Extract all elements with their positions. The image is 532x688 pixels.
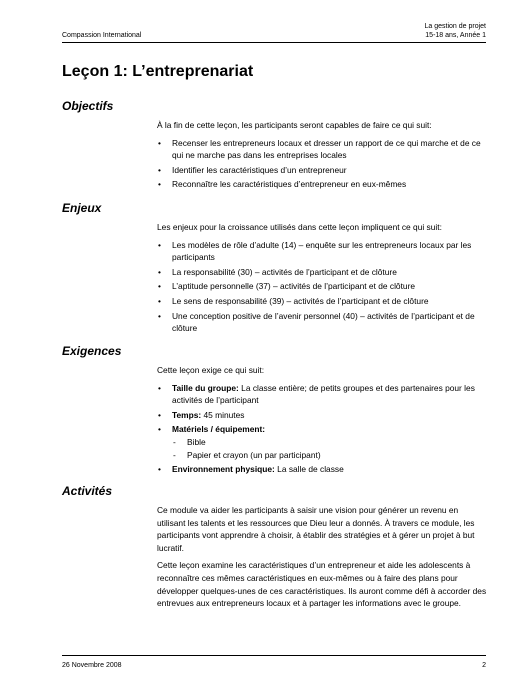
list-item: • Une conception positive de l’avenir personnel (40) – activités de l’participant et de clôture xyxy=(158,310,475,334)
list-item: • Recenser les entrepreneurs locaux et dresser un rapport de ce qui marche et de ce qui ne marche pas dans les entreprises locales xyxy=(158,137,481,161)
list-item: • L’aptitude personnelle (37) – activités de l’participant et de clôture xyxy=(158,281,416,292)
temps-label: Temps: xyxy=(172,409,202,420)
list-item: • Identifier les caractéristiques d’un entrepreneur xyxy=(158,164,347,175)
header-title-line2: 15-18 ans, Année 1 xyxy=(425,32,486,39)
bullet-icon: • xyxy=(158,137,161,148)
dash-icon: - xyxy=(173,436,176,447)
footer-rule xyxy=(62,655,486,656)
materiels-list xyxy=(172,436,487,461)
bullet-icon: • xyxy=(158,424,161,435)
exigences-body xyxy=(157,364,487,478)
list-item: • Reconnaître les caractéristiques d’entrepreneur en eux-mêmes xyxy=(158,179,407,190)
exigences-intro: Cette leçon exige ce qui suit: xyxy=(157,365,265,375)
objectifs-body xyxy=(157,119,487,193)
bullet-icon: • xyxy=(158,164,161,175)
bullet-icon: • xyxy=(158,266,161,277)
bullet-icon: • xyxy=(158,179,161,190)
enjeux-list xyxy=(157,239,487,335)
list-item xyxy=(157,409,487,422)
objectifs-intro: À la fin de cette leçon, les participants seront capables de faire ce qui suit: xyxy=(157,120,432,130)
list-item: • Le sens de responsabilité (39) – activités de l’participant et de clôture xyxy=(158,295,429,306)
enjeux-body xyxy=(157,221,487,337)
page-number: 2 xyxy=(482,662,486,669)
list-item xyxy=(157,423,487,461)
exigences-list xyxy=(157,382,487,476)
env-value: La salle de classe xyxy=(274,464,344,475)
activites-para2: Cette leçon examine les caractéristiques d’un entrepreneur et aide les adolescents à reconnaître ces mêmes caractéristiques en eux-mêmes ou à faire des plans pour développer quelques-unes de ces caractéristiques. Ils auront comme défi à accorder des entrevues aux entrepreneurs locaux et à partager les informations avec le groupe. xyxy=(157,560,487,609)
header-org: Compassion International xyxy=(62,32,142,39)
enjeux-heading: Enjeux xyxy=(62,201,102,215)
list-item: • Les modèles de rôle d’adulte (14) – enquête sur les entrepreneurs locaux par les participants xyxy=(158,239,472,263)
list-item xyxy=(157,382,487,407)
bullet-icon: • xyxy=(158,409,161,420)
activites-body xyxy=(157,504,487,615)
list-item: - Papier et crayon (un par participant) xyxy=(173,449,321,460)
list-item xyxy=(157,463,487,476)
bullet-icon: • xyxy=(158,281,161,292)
bullet-icon: • xyxy=(158,239,161,250)
objectifs-heading: Objectifs xyxy=(62,99,114,113)
list-item: - Bible xyxy=(173,436,206,447)
header-rule xyxy=(62,42,486,43)
taille-label: Taille du groupe: xyxy=(172,382,239,393)
enjeux-intro: Les enjeux pour la croissance utilisés dans cette leçon impliquent ce qui suit: xyxy=(157,222,442,232)
taille-value: La classe entière; de petits groupes et des partenaires pour les activités de l’participant xyxy=(172,382,475,406)
bullet-icon: • xyxy=(158,464,161,475)
objectifs-list xyxy=(157,137,487,191)
activites-heading: Activités xyxy=(62,484,113,498)
header-title-line1: La gestion de projet xyxy=(424,23,486,30)
activites-para1: Ce module va aider les participants à saisir une vision pour générer un revenu en utilisant les talents et les ressources que Dieu leur a donnés. À travers ce module, les participants vont apprendre à choisir, à établir des stratégies et à gérer un projet à but lucratif. xyxy=(157,505,475,553)
bullet-icon: • xyxy=(158,295,161,306)
bullet-icon: • xyxy=(158,382,161,393)
header-title xyxy=(425,22,487,40)
materiels-label: Matériels / équipement: xyxy=(172,424,266,435)
lesson-title: Leçon 1: L’entreprenariat xyxy=(62,63,254,80)
env-label: Environnement physique: xyxy=(172,464,275,475)
footer-date: 26 Novembre 2008 xyxy=(62,662,122,669)
list-item: • La responsabilité (30) – activités de l’participant et de clôture xyxy=(158,266,397,277)
bullet-icon: • xyxy=(158,310,161,321)
temps-value: 45 minutes xyxy=(201,409,245,420)
exigences-heading: Exigences xyxy=(62,344,122,358)
dash-icon: - xyxy=(173,449,176,460)
